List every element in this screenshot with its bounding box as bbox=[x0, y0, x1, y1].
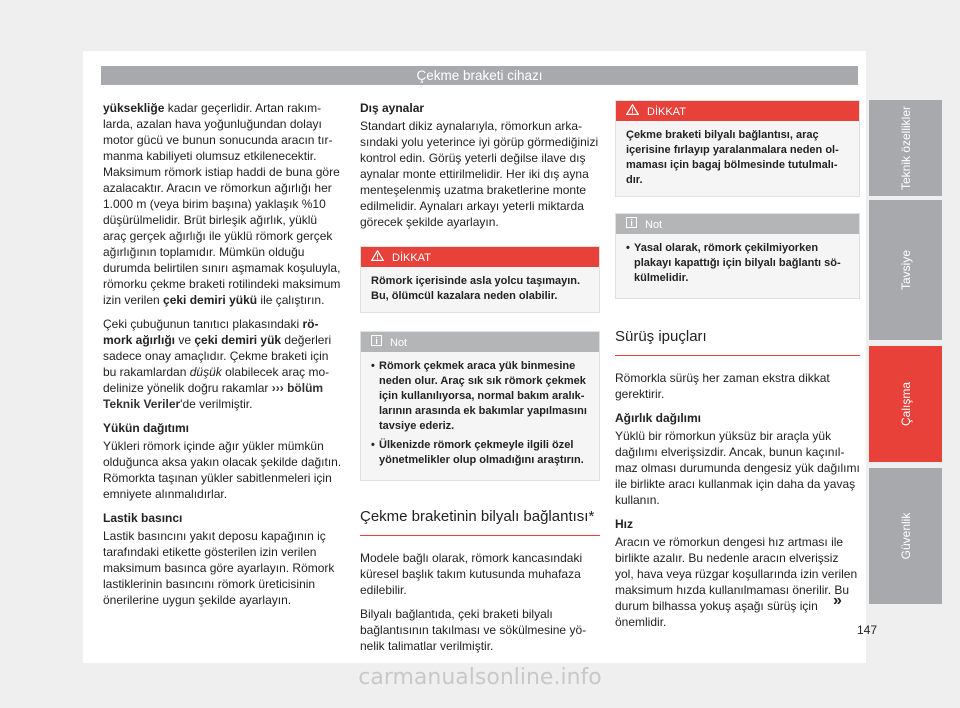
watermark: carmanualsonline.info bbox=[358, 665, 602, 690]
warning-header bbox=[616, 101, 859, 121]
side-tab-label: Tavsiye bbox=[898, 249, 913, 291]
warning-text: Römork içerisinde asla yolcu taşımayın. Bu, ölümcül kazalara neden olabilir. bbox=[371, 275, 581, 302]
heading-tire-pressure: Lastik basıncı bbox=[103, 511, 183, 525]
text: ile çalıştırın. bbox=[257, 293, 325, 307]
bold-text: yüksekliğe bbox=[103, 101, 165, 115]
paragraph-load: Yükleri römork içinde ağır yükler mümkün olduğunca aksa yakın olacak şekilde dağıtın. Römorkta taşınan yükler sabitlenmeleri için emniyete alınmalıdırlar. bbox=[103, 439, 342, 501]
note-label: Not bbox=[390, 337, 408, 349]
info-icon bbox=[371, 332, 382, 352]
cross-reference-link[interactable]: ››› bölüm Teknik Veriler bbox=[103, 381, 324, 411]
warning-triangle-icon bbox=[371, 247, 384, 267]
paragraph-plate bbox=[103, 316, 342, 412]
paragraph-mirrors: Standart dikiz aynalarıyla, römorkun arkasındaki yolu yeterince iyi görüp görmediğinizi kontrol edin. Görüş yeterli değilse ilave dış aynalar monte ettirilmelidir. Her iki dış ayna menteşelenmiş uzatma braketlerine monte edilmelidir. Aynaları arkayı yeterli miktarda görecek şekilde ayarlayın. bbox=[360, 119, 599, 229]
paragraph-altitude bbox=[103, 100, 342, 308]
paragraph-weight: Yüklü bir römorkun yüksüz bir araçla yük dağılımı elverişsizdir. Ancak, bunun kaçınılmaz olması durumunda dengesiz yük dağılımı ile birlikte aracı kullanmak için daha da yavaş kullanın. bbox=[615, 429, 860, 507]
section-title-driving-tips: Sürüş ipuçları bbox=[615, 327, 860, 356]
warning-text: Çekme braketi bilyalı bağlantısı, araç içerisine fırlayıp yaralanmalara neden olmaması için bagaj bölmesinde tutulmalıdır. bbox=[626, 129, 839, 186]
side-tab-technical[interactable] bbox=[869, 100, 942, 196]
note-label: Not bbox=[645, 219, 663, 231]
heading-load-distribution: Yükün dağıtımı bbox=[103, 421, 190, 435]
section-title-ball-joint: Çekme braketinin bilyalı bağlantısı* bbox=[360, 507, 600, 536]
note-box bbox=[360, 331, 600, 481]
side-tab-advice[interactable] bbox=[869, 200, 942, 340]
warning-box bbox=[360, 246, 600, 313]
bold-text: çeki demiri yükü bbox=[163, 293, 258, 307]
page-title: Çekme braketi cihazı bbox=[101, 66, 858, 85]
warning-label: DİKKAT bbox=[647, 106, 686, 118]
note-header bbox=[361, 332, 599, 352]
side-tab-operation[interactable] bbox=[869, 346, 942, 462]
side-tab-label: Güvenlik bbox=[898, 512, 913, 560]
warning-label: DİKKAT bbox=[392, 252, 431, 264]
italic-text: düşük bbox=[189, 365, 222, 379]
warning-box bbox=[615, 100, 860, 197]
side-tab-label: Teknik özellikler bbox=[898, 105, 913, 191]
heading-speed: Hız bbox=[615, 517, 633, 531]
warning-header bbox=[361, 247, 599, 267]
note-bullet: • Yasal olarak, römork çekilmiyorken plakayı kapattığı için bilyalı bağlantı sökülmelidir. bbox=[626, 241, 849, 286]
paragraph-ball-1: Modele bağlı olarak, römork kancasındaki küresel başlık takım kutusunda muhafaza edilebilir. bbox=[360, 551, 583, 597]
heading-mirrors: Dış aynalar bbox=[360, 101, 425, 115]
text: ve bbox=[175, 333, 195, 347]
note-body bbox=[361, 352, 599, 480]
text: 'de verilmiştir. bbox=[180, 397, 253, 411]
paragraph-intro: Römorkla sürüş her zaman ekstra dikkat gerektirir. bbox=[615, 371, 830, 401]
note-bullet: • Ülkenizde römork çekmeyle ilgili özel yönetmelikler olup olmadığını araştırın. bbox=[371, 438, 589, 468]
info-icon bbox=[626, 214, 637, 234]
side-tab-label: Çalışma bbox=[898, 381, 913, 427]
text: Çeki çubuğunun tanıtıcı plakasındaki bbox=[103, 317, 303, 331]
note-body bbox=[616, 234, 859, 298]
heading-weight-distribution: Ağırlık dağılımı bbox=[615, 411, 702, 425]
column-2 bbox=[360, 100, 600, 662]
note-box bbox=[615, 213, 860, 299]
column-1 bbox=[103, 100, 342, 616]
bold-text: çeki demiri yük bbox=[194, 333, 282, 347]
note-bullet: • Römork çekmek araca yük binmesine neden olur. Araç sık sık römork çekmek için kullanılıyorsa, normal bakım aralıklarının arasında ek bakımlar yapılmasını tavsiye ederiz. bbox=[371, 359, 589, 434]
text: değerleri sadece onay amaçlıdır. Çekme braketi için bu rakamlardan bbox=[103, 333, 332, 379]
column-3 bbox=[615, 100, 860, 638]
paragraph-tire: Lastik basıncını yakıt deposu kapağının iç tarafındaki etikette gösterilen izin verilen maksimum basınca göre ayarlayın. Römork lastiklerinin basıncını römork üreticisinin önerilerine uygun şekilde ayarlayın. bbox=[103, 529, 335, 607]
page-number: 147 bbox=[857, 623, 878, 637]
paragraph-speed: Aracın ve römorkun dengesi hız artması ile birlikte azalır. Bu nedenle aracın elverişsiz yol, hava veya rüzgar koşullarında izin verilen maksimum hızda kullanılmaması önerilir. Bu durum bilhassa yokuş aşağı sürüş için önemlidir. bbox=[615, 535, 858, 629]
text: kadar geçerlidir. Artan rakımlarda, azalan hava yoğunluğundan dolayı motor gücü ve bunun sonucunda aracın tırmanma kabiliyeti olumsuz etkilenecektir. Maksimum römork istiap haddi de buna göre azalacaktır. Aracın ve römorkun ağırlığı her 1.000 m (veya birim başına) yaklaşık %10 düşürülmelidir. Brüt birleşik ağırlık, yüklü araç gerçek ağırlığı ile yüklü römork gerçek ağırlığının toplamıdır. Mümkün olduğu durumda belirtilen sınırı aşmamak koşuluyla, römorku çekme braketi rotilindeki maksimum izin verilen bbox=[103, 101, 341, 307]
bold-text: römork ağırlığı bbox=[103, 317, 319, 347]
note-header bbox=[616, 214, 859, 234]
side-tab-safety[interactable] bbox=[869, 468, 942, 604]
text: olabilecek araç modelinize yönelik doğru rakamlar bbox=[103, 365, 330, 395]
paragraph-ball-2: Bilyalı bağlantıda, çeki braketi bilyalı bağlantısının takılması ve sökülmesine yönelik talimatlar verilmiştir. bbox=[360, 607, 587, 653]
warning-triangle-icon bbox=[626, 101, 639, 121]
continue-arrow-icon: » bbox=[833, 592, 842, 609]
